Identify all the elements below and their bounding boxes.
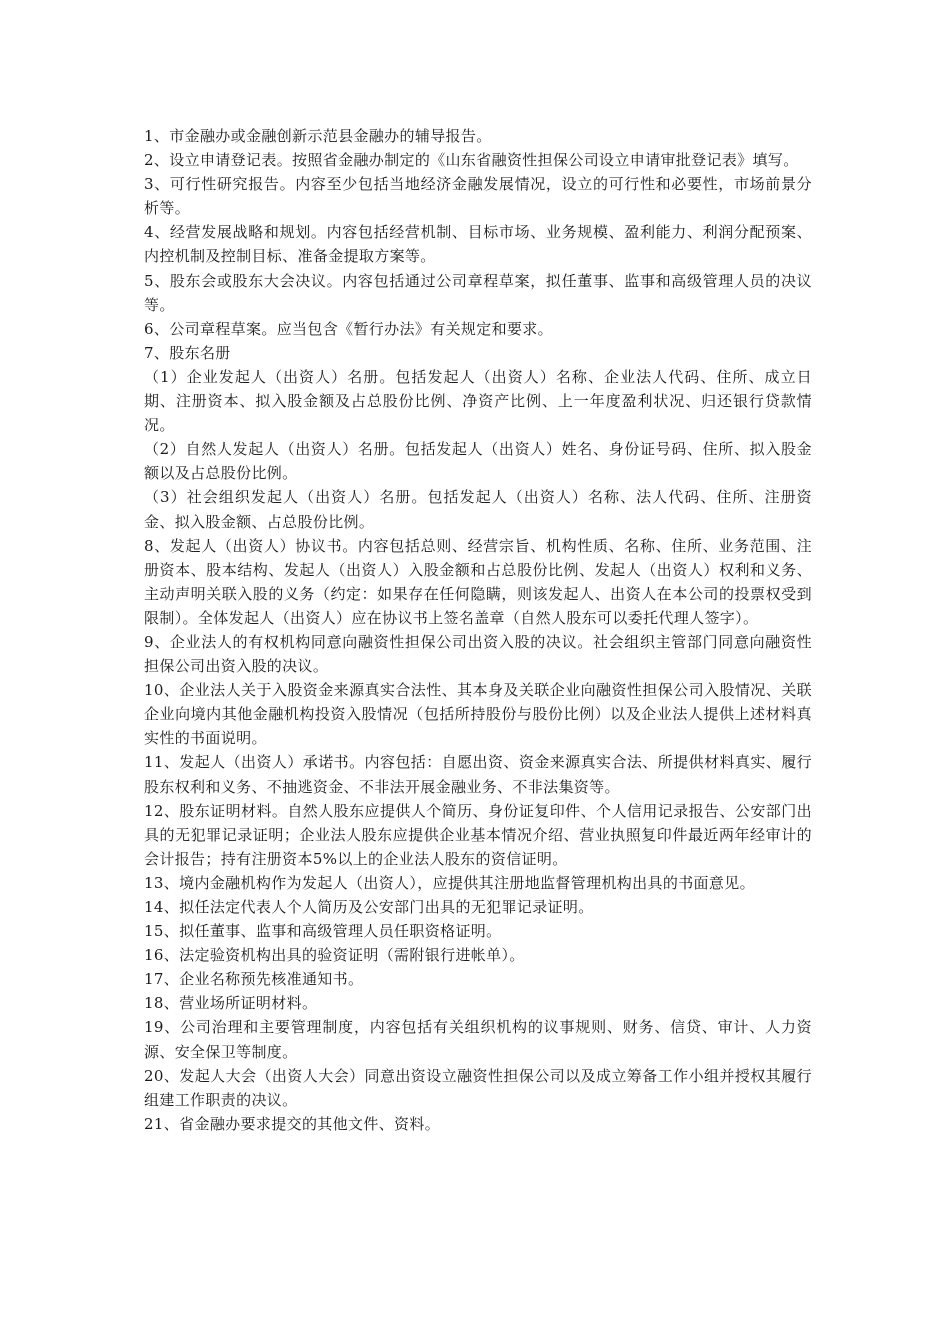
item-20: 20、发起人大会（出资人大会）同意出资设立融资性担保公司以及成立筹备工作小组并授权其履行组建工作职责的决议。 xyxy=(144,1066,812,1109)
item-21: 21、省金融办要求提交的其他文件、资料。 xyxy=(144,1114,441,1133)
item-7: 7、股东名册 xyxy=(144,343,231,362)
item-7-3: （3）社会组织发起人（出资人）名册。包括发起人（出资人）名称、法人代码、住所、注册资金、拟入股金额、占总股份比例。 xyxy=(144,488,812,531)
item-7-1: （1）企业发起人（出资人）名册。包括发起人（出资人）名称、企业法人代码、住所、成立日期、注册资本、拟入股金额及占总股份比例、净资产比例、上一年度盈利状况、归还银行贷款情况。 xyxy=(144,367,812,435)
item-17: 17、企业名称预先核准通知书。 xyxy=(144,970,364,989)
item-5: 5、股东会或股东大会决议。内容包括通过公司章程草案，拟任董事、监事和高级管理人员的决议等。 xyxy=(144,271,812,314)
item-7-2: （2）自然人发起人（出资人）名册。包括发起人（出资人）姓名、身份证号码、住所、拟入股金额以及占总股份比例。 xyxy=(144,440,812,483)
item-13: 13、境内金融机构作为发起人（出资人），应提供其注册地监督管理机构出具的书面意见。 xyxy=(144,873,755,892)
item-4: 4、经营发展战略和规划。内容包括经营机制、目标市场、业务规模、盈利能力、利润分配预案、内控机制及控制目标、准备金提取方案等。 xyxy=(144,223,812,266)
document-body xyxy=(144,124,812,1136)
item-2: 2、设立申请登记表。按照省金融办制定的《山东省融资性担保公司设立申请审批登记表》填写。 xyxy=(144,151,799,170)
item-12: 12、股东证明材料。自然人股东应提供人个简历、身份证复印件、个人信用记录报告、公安部门出具的无犯罪记录证明；企业法人股东应提供企业基本情况介绍、营业执照复印件最近两年经审计的会计报告；持有注册资本5%以上的企业法人股东的资信证明。 xyxy=(144,801,812,868)
item-1: 1、市金融办或金融创新示范县金融办的辅导报告。 xyxy=(144,127,492,145)
item-14: 14、拟任法定代表人个人简历及公安部门出具的无犯罪记录证明。 xyxy=(144,898,594,916)
item-10: 10、企业法人关于入股资金来源真实合法性、其本身及关联企业向融资性担保公司入股情况、关联企业向境内其他金融机构投资入股情况（包括所持股份与股份比例）以及企业法人提供上述材料真实性的书面说明。 xyxy=(144,681,812,748)
item-11: 11、发起人（出资人）承诺书。内容包括：自愿出资、资金来源真实合法、所提供材料真实、履行股东权利和义务、不抽逃资金、不非法开展金融业务、不非法集资等。 xyxy=(144,753,812,796)
item-6: 6、公司章程草案。应当包含《暂行办法》有关规定和要求。 xyxy=(144,319,553,338)
item-15: 15、拟任董事、监事和高级管理人员任职资格证明。 xyxy=(144,922,502,941)
item-18: 18、营业场所证明材料。 xyxy=(144,994,318,1013)
item-3: 3、可行性研究报告。内容至少包括当地经济金融发展情况，设立的可行性和必要性，市场前景分析等。 xyxy=(144,175,812,218)
item-16: 16、法定验资机构出具的验资证明（需附银行进帐单）。 xyxy=(144,946,525,965)
item-8: 8、发起人（出资人）协议书。内容包括总则、经营宗旨、机构性质、名称、住所、业务范围、注册资本、股本结构、发起人（出资人）入股金额和占总股份比例、发起人（出资人）权利和义务、主动声明关联入股的义务（约定：如果存在任何隐瞒，则该发起人、出资人在本公司的投票权受到限制）。全体发起人（出资人）应在协议书上签名盖章（自然人股东可以委托代理人签字）。 xyxy=(144,536,812,627)
item-9: 9、企业法人的有权机构同意向融资性担保公司出资入股的决议。社会组织主管部门同意向融资性担保公司出资入股的决议。 xyxy=(144,632,812,676)
item-19: 19、公司治理和主要管理制度，内容包括有关组织机构的议事规则、财务、信贷、审计、人力资源、安全保卫等制度。 xyxy=(144,1018,812,1061)
